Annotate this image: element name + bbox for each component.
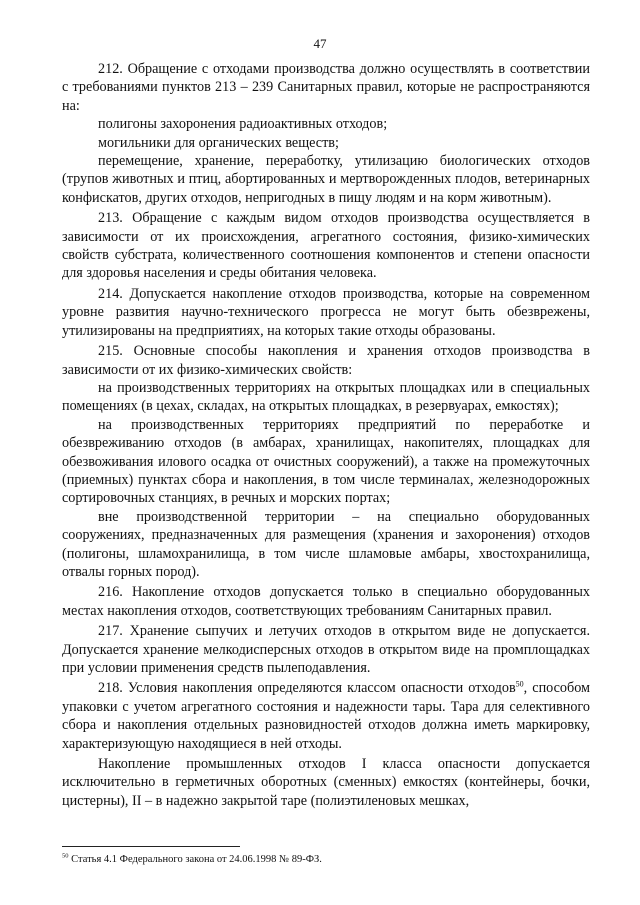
- paragraph-218-start: 218. Условия накопления определяются классом опасности отходов: [98, 680, 516, 697]
- list-item: перемещение, хранение, переработку, утилизацию биологических отходов (трупов животных и птиц, абортированных и мертворожденных плодов, ветеринарных конфискатов, других отходов, непригодных в пищу людям и на корм животным).: [62, 153, 590, 206]
- paragraph-212: 212. Обращение с отходами производства должно осуществлять в соответствии с требованиями пунктов 213 – 239 Санитарных правил, которые не распространяются на:: [62, 61, 590, 114]
- paragraph-218: 218. Условия накопления определяются классом опасности отходов$^{50}$, способом упаковки с учетом агрегатного состояния и надежности тары. Тара для селективного сбора и накопления отдельных разновидностей отходов должна иметь маркировку, характеризующую находящиеся в ней отходы.: [62, 679, 591, 752]
- list-item: могильники для органических веществ;: [98, 134, 339, 151]
- list-item: полигоны захоронения радиоактивных отходов;: [98, 116, 388, 133]
- paragraph-218-rest: способом упаковки с учетом агрегатного состояния и надежности тары. Тара для селективного сбора и накопления отдельных разновидностей отходов должна иметь маркировку, характеризующую находящиеся в ней отходы.: [62, 680, 591, 752]
- footnote-mark: 50: [62, 852, 69, 860]
- paragraph-hazard-class: Накопление промышленных отходов I класса опасности допускается исключительно в герметичных оборотных (сменных) емкостях (контейнеры, бочки, цистерны), II – в надежно закрытой таре (полиэтиленовых мешках,: [62, 756, 590, 809]
- paragraph-215: 215. Основные способы накопления и хранения отходов производства в зависимости от их физико-химических свойств:: [62, 343, 590, 378]
- footnote-divider: [62, 846, 240, 847]
- footnote: [62, 853, 590, 866]
- list-item: на производственных территориях на открытых площадках или в специальных помещениях (в цехах, складах, на открытых площадках, в резервуарах, емкостях);: [62, 379, 590, 415]
- paragraph-214: 214. Допускается накопление отходов производства, которые на современном уровне развития научно-технического прогресса не могут быть обезврежены, утилизированы на предприятиях, на которых такие отходы образованы.: [62, 285, 590, 339]
- list-item: на производственных территориях предприятий по переработке и обезвреживанию отходов (в амбарах, хранилищах, накопителях, площадках для обезвоживания илового осадка от очистных сооружений), а также на промежуточных (приемных) пунктах сбора и накопления, в том числе терминалах, железнодорожных сортировочных станциях, в речных и морских портах;: [62, 416, 590, 507]
- footnote-reference: 50: [515, 679, 524, 689]
- list-item: вне производственной территории – на специально оборудованных сооружениях, предназначенных для размещения (хранения и захоронения) отходов (полигоны, шламохранилища, в том числе шламовые амбары, хвостохранилища, отвалы горных пород).: [62, 508, 590, 580]
- paragraph-217: 217. Хранение сыпучих и летучих отходов в открытом виде не допускается. Допускается хранение мелкодисперсных отходов в открытом виде на промплощадках при условии применения средств пылеподавления.: [62, 623, 590, 676]
- document-body: [62, 60, 590, 810]
- paragraph-213: 213. Обращение с каждым видом отходов производства осуществляется в зависимости от их происхождения, агрегатного состояния, физико-химических свойств субстрата, количественного соотношения компонентов и степени опасности для здоровья населения и среды обитания человека.: [62, 210, 590, 282]
- paragraph-216: 216. Накопление отходов допускается только в специально оборудованных местах накопления отходов, соответствующих требованиям Санитарных правил.: [62, 584, 590, 619]
- page-number: 47: [313, 36, 327, 51]
- footnote-text: Статья 4.1 Федерального закона от 24.06.1998 № 89-ФЗ.: [71, 854, 322, 865]
